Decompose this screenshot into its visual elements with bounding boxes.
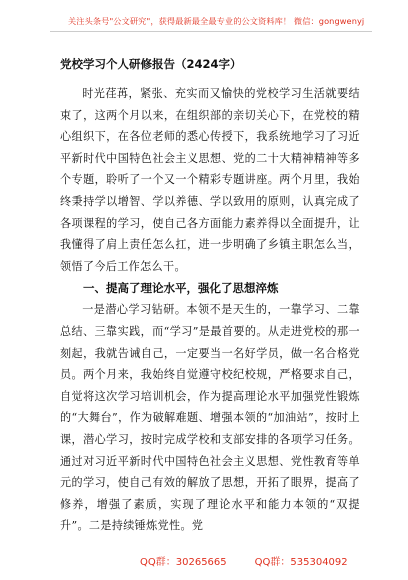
section-paragraph: 一是潜心学习钻研。本领不是天生的，一靠学习、二靠总结、三靠实践，而“学习”是最首要的。从走进党校的那一刻起，我就告诫自己，一定要当一名好学员，做一名合格党员。两个月来，我始终自觉遵守校纪校规，严格要求自己，自觉将这次学习培训机会，作为提高理论水平加强党性锻炼的“大舞台”，作为破解难题、增强本领的“加油站”，按时上课，潜心学习，按时完成学校和支部安排的各项学习任务。通过对习近平新时代中国特色社会主义思想、党性教育等单元的学习，使自己有效的解放了思想，开拓了眼界，提高了修养，增强了素质，实现了理论水平和能力本领的“双提升”。二是持续锤炼党性。党: [60, 303, 360, 533]
section-heading: 一、提高了理论水平，强化了思想淬炼: [83, 281, 279, 296]
footer-qq-group-2: QQ群：535304092: [254, 557, 348, 568]
footer-qq-group-1: QQ群：30265665: [140, 557, 227, 568]
footer-contact: [140, 557, 360, 569]
intro-paragraph: 时光荏苒，紧张、充实而又愉快的党校学习生活就要结束了，这两个月以来，在组织部的亲切关心下，在党校的精心组织下，在各位老师的悉心传授下，我系统地学习了习近平新时代中国特色社会主义思想、党的二十大精神精神等多个专题，聆听了一个又一个精彩专题讲座。两个月里，我始终秉持学以增智、学以养德、学以致用的原则，认真完成了各项课程的学习，使自己各方面能力素养得以全面提升，让我懂得了肩上责任怎么扛，进一步明确了乡镇主职怎么当，领悟了今后工作怎么干。: [60, 87, 360, 273]
header-banner: 关注头条号"公文研究"，获得最新最全最专业的公文资料库！ 微信：gongwenyj: [68, 16, 365, 26]
header-divider: [50, 31, 372, 32]
document-title: 党校学习个人研修报告（2424字）: [60, 57, 242, 71]
document-body: [60, 56, 360, 537]
